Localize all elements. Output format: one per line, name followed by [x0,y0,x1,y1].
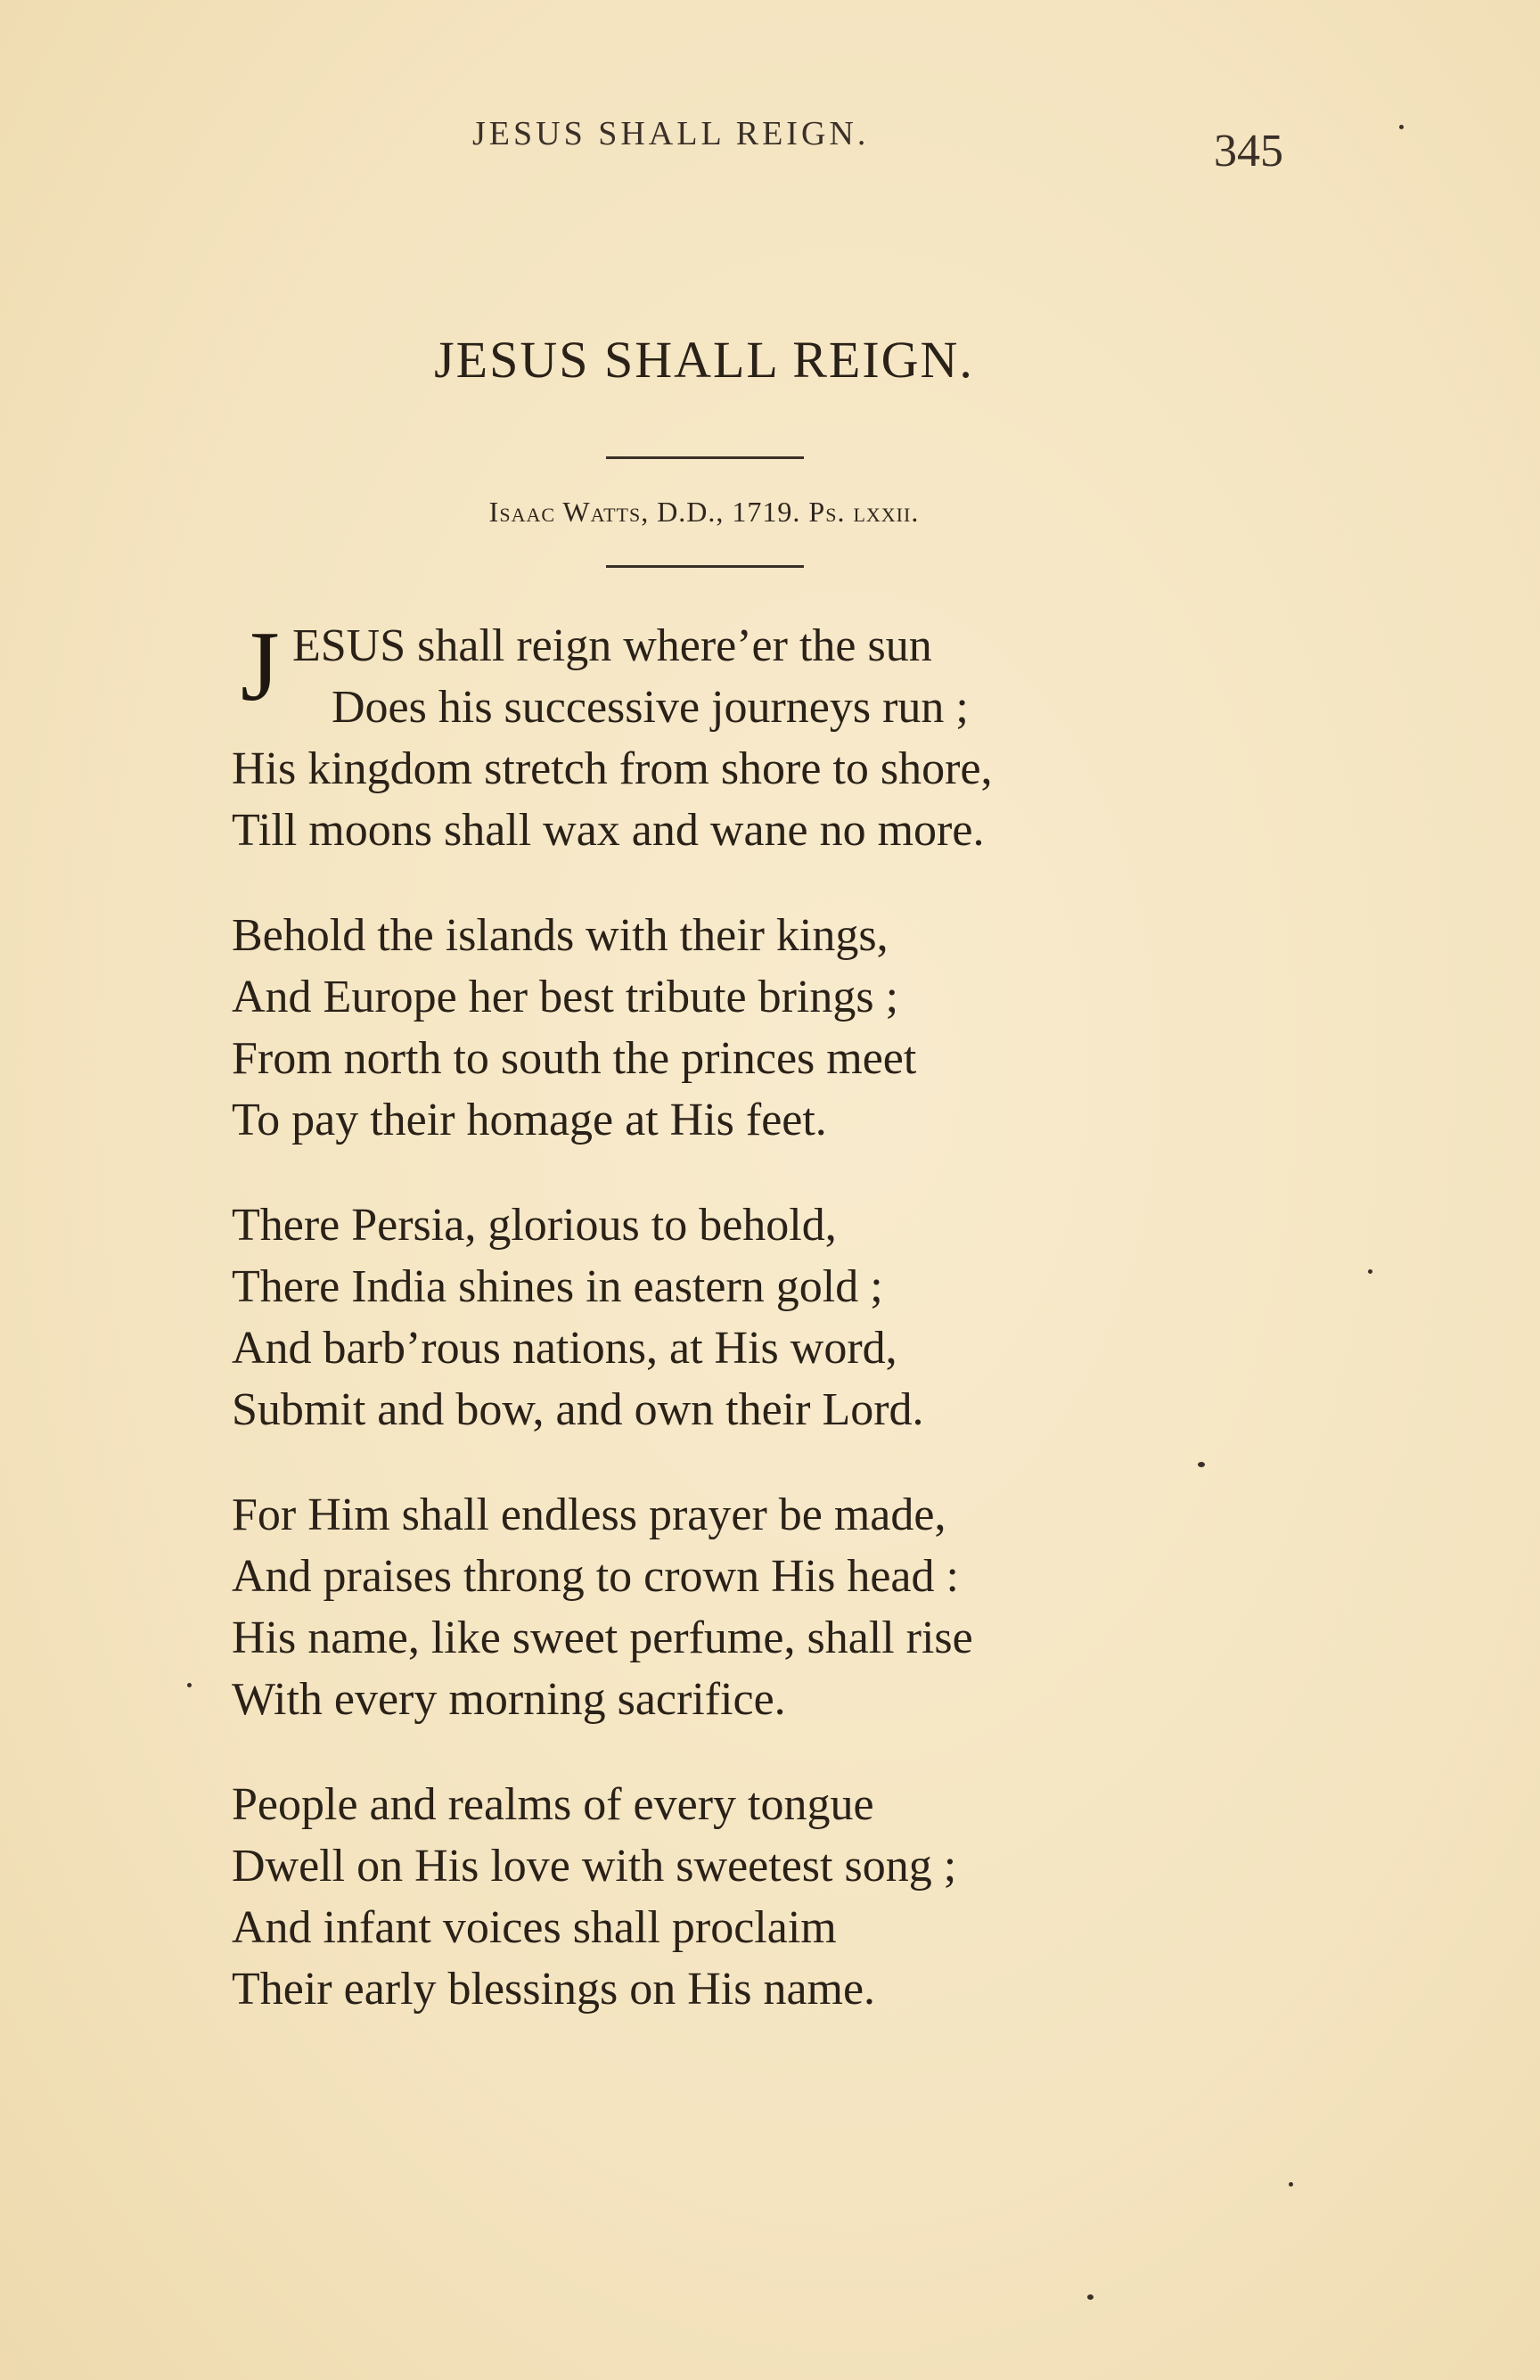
stanza-line: People and realms of every tongue [232,1779,874,1830]
paper-speck [1198,1462,1205,1467]
stanza-line: For Him shall endless prayer be made, [232,1490,946,1540]
stanza-line: His name, like sweet perfume, shall rise [232,1613,973,1663]
title-rule-bottom [606,565,804,568]
drop-cap: J [241,611,280,722]
paper-speck [1087,2294,1094,2300]
stanza-line: Till moons shall wax and wane no more. [232,805,985,856]
stanza-line: Submit and bow, and own their Lord. [232,1384,924,1435]
paper-speck [187,1683,192,1687]
stanza-2 [232,905,1248,1151]
first-line-text: ESUS shall reign where’er the sun [292,620,932,671]
hymn-title: JESUS SHALL REIGN. [434,331,974,389]
stanza-line: With every morning sacrifice. [232,1674,786,1725]
stanza-line: There Persia, glorious to behold, [232,1200,837,1251]
stanza-line: Their early blessings on His name. [232,1964,876,2015]
stanza-line: And praises throng to crown His head : [232,1551,959,1602]
stanza-line: Does his successive journeys run ; [332,682,969,733]
stanza-1 [232,611,1248,861]
stanza-3 [232,1194,1248,1440]
paper-speck [1399,125,1404,129]
stanza-line: And infant voices shall proclaim [232,1902,837,1953]
title-rule-top [606,456,804,459]
stanza-line: Behold the islands with their kings, [232,910,889,961]
stanza-5 [232,1774,1248,2020]
hymn-attribution: Isaac Watts, D.D., 1719. Ps. lxxii. [488,496,920,528]
stanza-line: From north to south the princes meet [232,1033,917,1084]
page-number: 345 [1214,126,1283,176]
paper-speck [1289,2182,1293,2187]
stanza-line: There India shines in eastern gold ; [232,1261,883,1312]
stanza-line: His kingdom stretch from shore to shore, [232,743,993,794]
stanza-4 [232,1484,1248,1730]
running-head: JESUS SHALL REIGN. [472,115,870,152]
paper-speck [1368,1269,1372,1274]
stanza-line: Dwell on His love with sweetest song ; [232,1841,957,1892]
stanza-line: And Europe her best tribute brings ; [232,972,899,1022]
stanza-line: And barb’rous nations, at His word, [232,1323,897,1374]
stanza-line: To pay their homage at His feet. [232,1095,827,1145]
